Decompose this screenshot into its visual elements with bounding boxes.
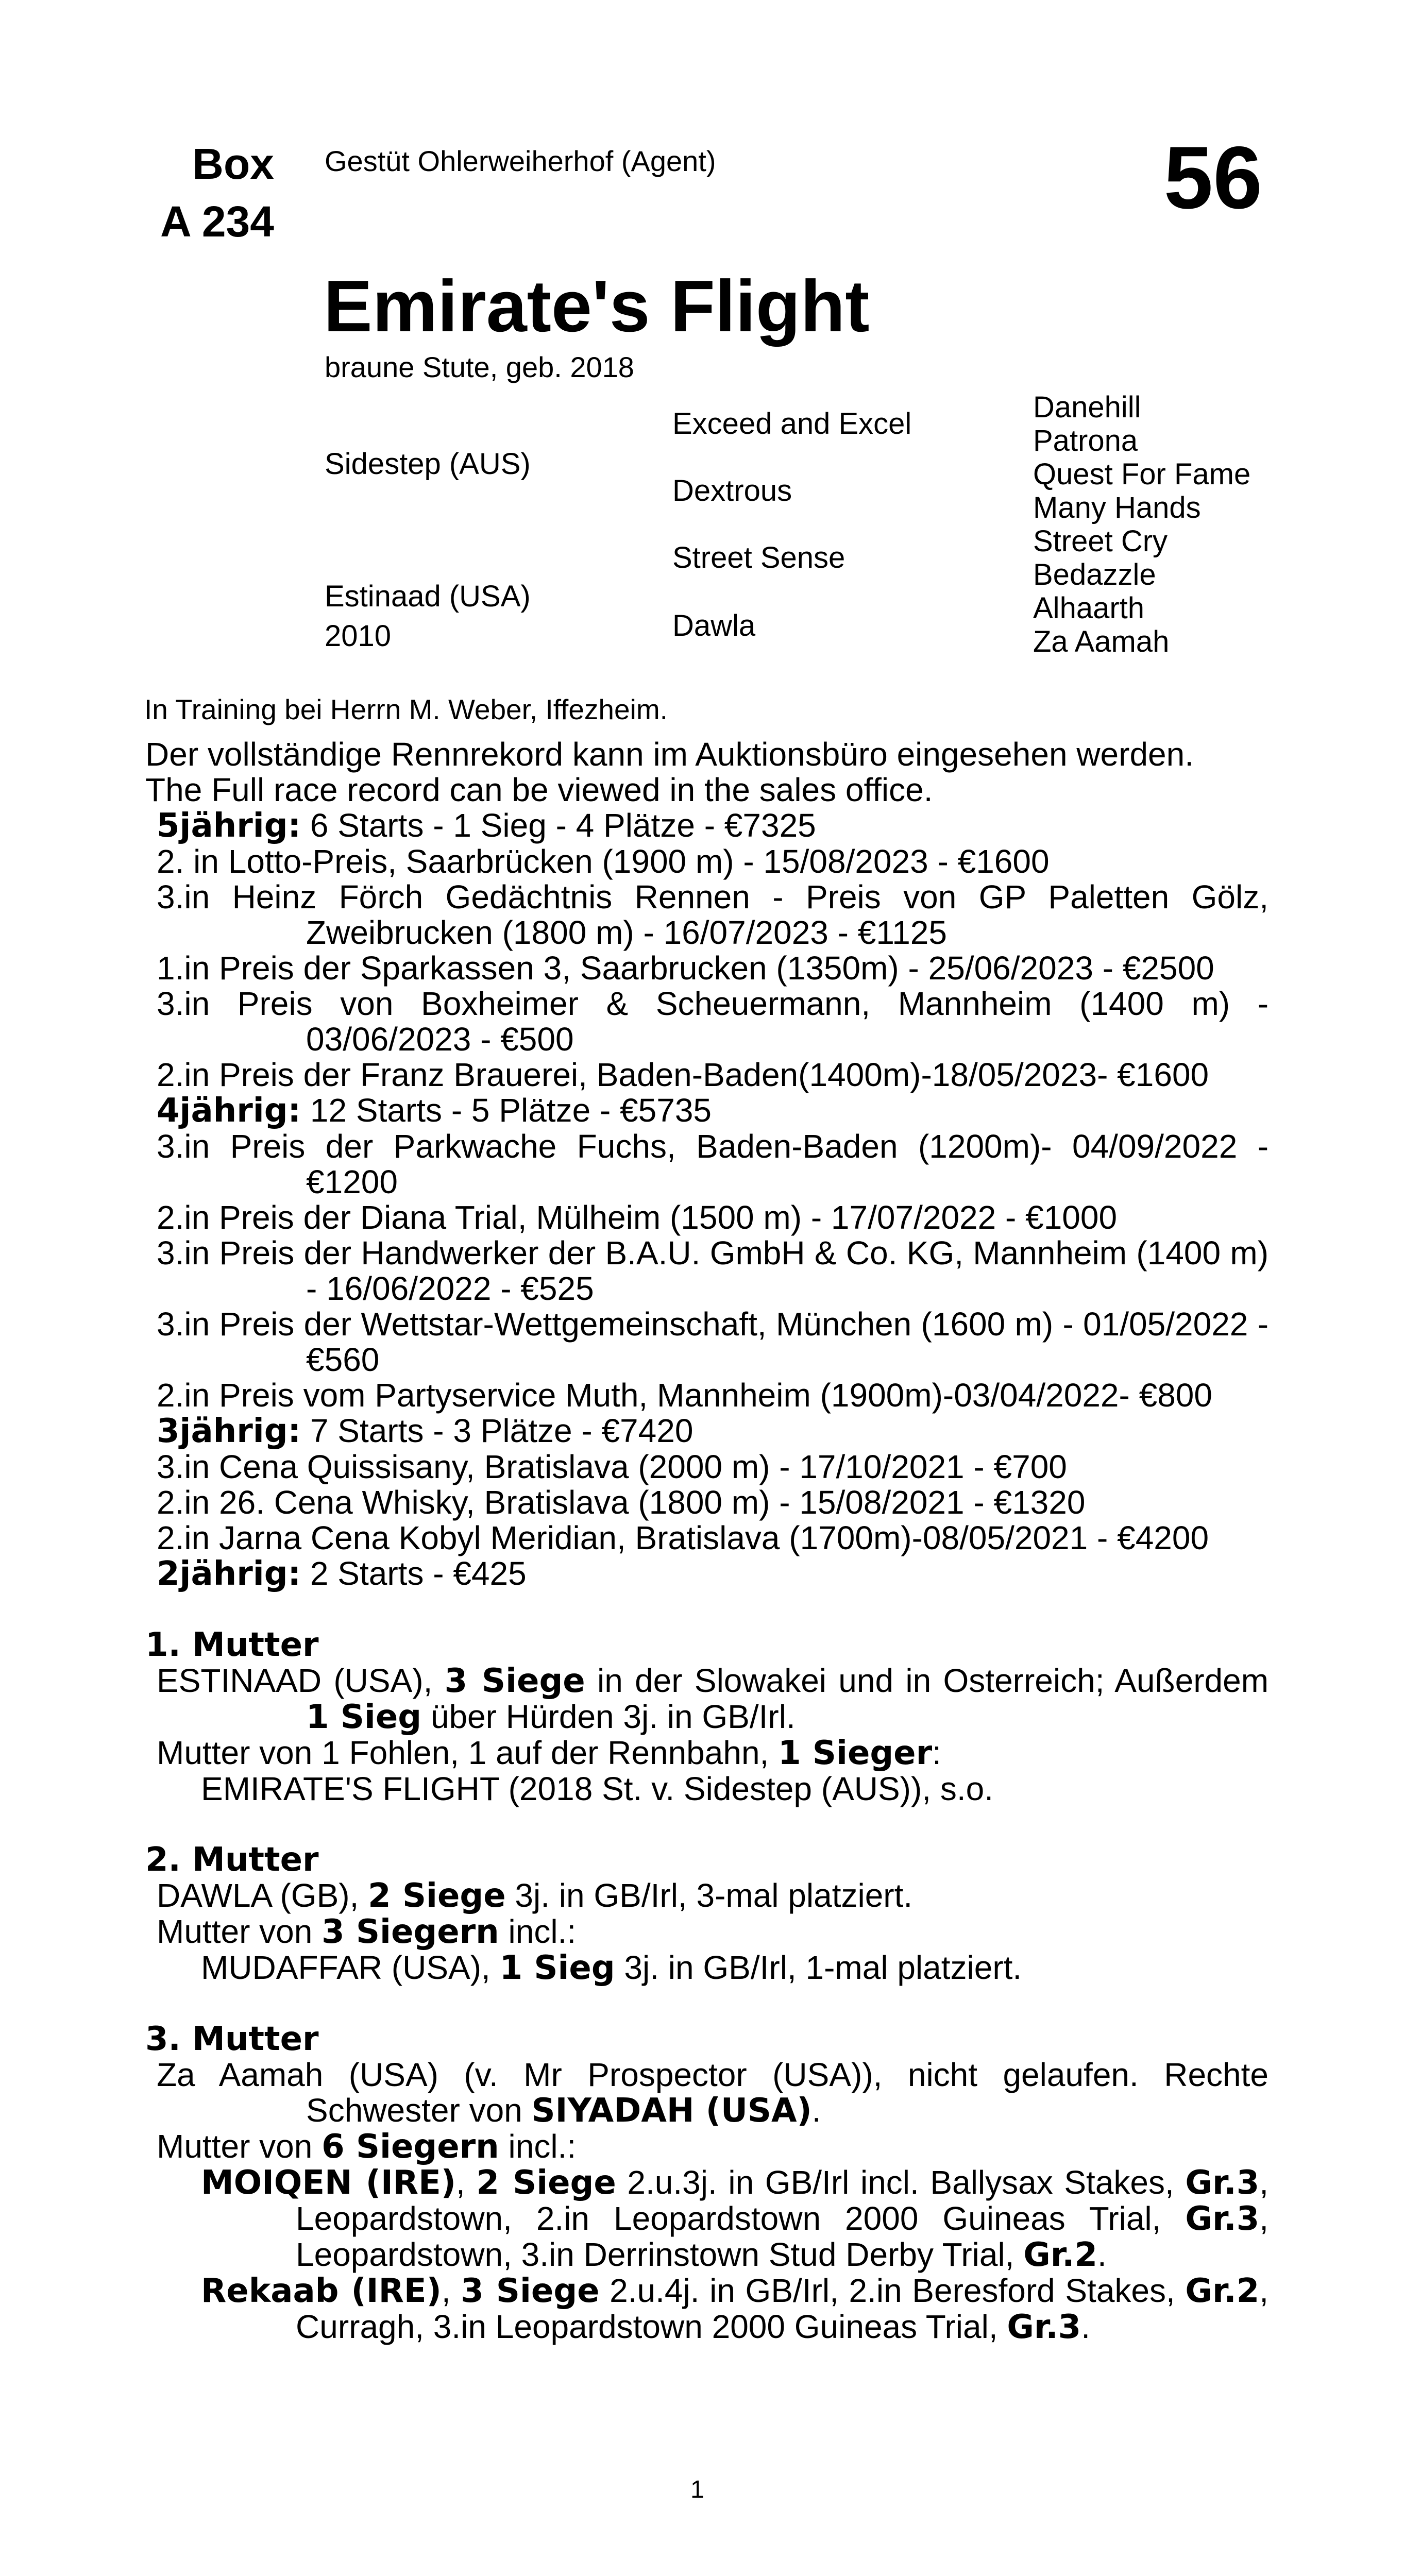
pedigree-gen3: Danehill bbox=[1033, 391, 1141, 424]
text: , Leopardstown, 3.in Derrinstown Stud Derby Trial, bbox=[296, 2200, 1268, 2273]
first-dam-offspring: EMIRATE'S FLIGHT (2018 St. v. Sidestep (AUS)), s.o. bbox=[201, 1770, 993, 1807]
pedigree-gen2: Street Sense bbox=[672, 541, 845, 574]
pedigree-gen3: Alhaarth bbox=[1033, 591, 1145, 625]
horse-description: braune Stute, geb. 2018 bbox=[325, 351, 634, 383]
grade: Gr.3 bbox=[1185, 2164, 1260, 2202]
training-info: In Training bei Herrn M. Weber, Iffezheim. bbox=[144, 693, 668, 725]
pedigree-gen3: Patrona bbox=[1033, 424, 1138, 457]
text: MUDAFFAR (USA), bbox=[201, 1949, 500, 1986]
race-result: 3.in Preis von Boxheimer & Scheuermann, Mannheim (1400 m) - 03/06/2023 - €500 bbox=[157, 985, 1268, 1058]
winners: 6 Siegern bbox=[322, 2128, 499, 2166]
text: DAWLA (GB), bbox=[157, 1877, 368, 1914]
grade: Gr.2 bbox=[1023, 2236, 1098, 2274]
third-dam-produce bbox=[145, 2129, 1268, 2165]
text: Za Aamah (USA) (v. Mr Prospector (USA)), nicht gelaufen. Rechte Schwester von bbox=[157, 2056, 1268, 2129]
wins: 2 Siege bbox=[368, 1877, 506, 1915]
pedigree-gen2: Dextrous bbox=[672, 474, 792, 507]
pedigree-dam-year: 2010 bbox=[325, 619, 392, 653]
season-stats: 6 Starts - 1 Sieg - 4 Plätze - €7325 bbox=[301, 807, 816, 844]
wins: 3 Siege bbox=[444, 1662, 585, 1700]
season-stats: 2 Starts - €425 bbox=[301, 1555, 527, 1592]
text: , Curragh, 3.in Leopardstown 2000 Guineas Trial, bbox=[296, 2272, 1268, 2345]
race-result: 3.in Cena Quissisany, Bratislava (2000 m) - 17/10/2021 - €700 bbox=[157, 1448, 1067, 1485]
text: : bbox=[932, 1734, 941, 1771]
text: 3j. in GB/Irl, 3-mal platziert. bbox=[505, 1877, 913, 1914]
text: 2.u.4j. in GB/Irl, 2.in Beresford Stakes, bbox=[599, 2272, 1186, 2309]
second-dam-produce bbox=[145, 1914, 1268, 1950]
race-result: 1.in Preis der Sparkassen 3, Saarbrucken (1350m) - 25/06/2023 - €2500 bbox=[157, 950, 1214, 987]
text: ESTINAAD (USA), bbox=[157, 1662, 445, 1699]
horse-name: Emirate's Flight bbox=[324, 265, 870, 347]
text: Mutter von bbox=[157, 2128, 322, 2165]
pedigree-gen2: Dawla bbox=[672, 609, 756, 642]
race-result: 2. in Lotto-Preis, Saarbrücken (1900 m) - 15/08/2023 - €1600 bbox=[157, 843, 1050, 880]
text: . bbox=[1097, 2236, 1107, 2273]
sibling-name: SIYADAH (USA) bbox=[531, 2092, 812, 2130]
third-dam-heading: 3. Mutter bbox=[145, 2020, 319, 2058]
grade: Gr.3 bbox=[1007, 2308, 1081, 2346]
race-result: 2.in Preis der Diana Trial, Mülheim (1500 m) - 17/07/2022 - €1000 bbox=[157, 1199, 1118, 1236]
race-result: 2.in Jarna Cena Kobyl Meridian, Bratislava (1700m)-08/05/2021 - €4200 bbox=[157, 1519, 1209, 1556]
pedigree-gen2: Exceed and Excel bbox=[672, 407, 912, 440]
wins: 3 Siege bbox=[461, 2272, 600, 2310]
text: Mutter von bbox=[157, 1913, 322, 1950]
text: , bbox=[456, 2164, 477, 2201]
race-result: 3.in Preis der Parkwache Fuchs, Baden-Baden (1200m)- 04/09/2022 - €1200 bbox=[157, 1128, 1268, 1200]
season-summary bbox=[145, 1093, 1268, 1129]
winners: 1 Sieger bbox=[778, 1734, 933, 1772]
first-dam-heading: 1. Mutter bbox=[145, 1626, 319, 1664]
grade: Gr.2 bbox=[1185, 2272, 1260, 2310]
box-label-line2: A 234 bbox=[160, 197, 274, 246]
first-dam-produce bbox=[145, 1735, 1268, 1771]
consignor: Gestüt Ohlerweiherhof (Agent) bbox=[325, 145, 716, 177]
race-result: 3.in Preis der Handwerker der B.A.U. GmbH & Co. KG, Mannheim (1400 m) - 16/06/2022 - €525 bbox=[157, 1234, 1268, 1307]
pedigree-gen3: Bedazzle bbox=[1033, 558, 1156, 591]
text: incl.: bbox=[499, 1913, 577, 1950]
text: . bbox=[811, 2092, 821, 2129]
text: 2.u.3j. in GB/Irl incl. Ballysax Stakes, bbox=[616, 2164, 1186, 2201]
lot-number: 56 bbox=[1163, 128, 1262, 227]
wins: 1 Sieg bbox=[306, 1698, 422, 1736]
record-note-en: The Full race record can be viewed in the sales office. bbox=[145, 771, 933, 808]
record-note-de: Der vollständige Rennrekord kann im Auktionsbüro eingesehen werden. bbox=[145, 736, 1194, 773]
third-dam-record bbox=[145, 2057, 1268, 2129]
season-summary bbox=[145, 1556, 1268, 1592]
first-dam-record bbox=[145, 1663, 1268, 1735]
second-dam-heading: 2. Mutter bbox=[145, 1841, 319, 1879]
box-location bbox=[144, 135, 274, 250]
race-result: 2.in Preis der Franz Brauerei, Baden-Baden(1400m)-18/05/2023- €1600 bbox=[157, 1056, 1209, 1093]
race-result: 3.in Heinz Förch Gedächtnis Rennen - Preis von GP Paletten Gölz, Zweibrucken (1800 m) - 16/07/2023 - €1125 bbox=[157, 878, 1268, 951]
text: , bbox=[441, 2272, 461, 2309]
text: in der Slowakei und in Osterreich; Außerdem bbox=[585, 1662, 1269, 1699]
pedigree-sire: Sidestep (AUS) bbox=[325, 447, 531, 481]
pedigree-gen3: Street Cry bbox=[1033, 524, 1168, 558]
second-dam-record bbox=[145, 1878, 1268, 1914]
text: incl.: bbox=[499, 2128, 577, 2165]
grade: Gr.3 bbox=[1185, 2200, 1260, 2238]
pedigree-gen3: Quest For Fame bbox=[1033, 457, 1251, 491]
pedigree-gen3: Many Hands bbox=[1033, 491, 1201, 524]
text: , Leopardstown, 2.in Leopardstown 2000 Guineas Trial, bbox=[296, 2164, 1268, 2237]
season-stats: 7 Starts - 3 Plätze - €7420 bbox=[301, 1412, 693, 1449]
text: über Hürden 3j. in GB/Irl. bbox=[421, 1698, 796, 1735]
season-summary bbox=[145, 808, 1268, 844]
box-label-line1: Box bbox=[192, 140, 274, 188]
season-label: 5jährig: bbox=[157, 807, 301, 845]
pedigree-gen3: Za Aamah bbox=[1033, 625, 1170, 658]
season-label: 3jährig: bbox=[157, 1412, 301, 1450]
page-number: 1 bbox=[690, 2476, 704, 2503]
pedigree-dam: Estinaad (USA) bbox=[325, 580, 531, 613]
third-dam-offspring bbox=[145, 2273, 1268, 2345]
season-label: 2jährig: bbox=[157, 1555, 301, 1593]
race-record bbox=[145, 737, 1268, 2345]
third-dam-offspring bbox=[145, 2165, 1268, 2273]
race-result: 3.in Preis der Wettstar-Wettgemeinschaft, München (1600 m) - 01/05/2022 - €560 bbox=[157, 1306, 1268, 1378]
winners: 3 Siegern bbox=[322, 1913, 499, 1951]
race-result: 2.in 26. Cena Whisky, Bratislava (1800 m) - 15/08/2021 - €1320 bbox=[157, 1484, 1086, 1521]
season-stats: 12 Starts - 5 Plätze - €5735 bbox=[301, 1092, 712, 1129]
text: Mutter von 1 Fohlen, 1 auf der Rennbahn, bbox=[157, 1734, 779, 1771]
offspring-name: Rekaab (IRE) bbox=[201, 2272, 442, 2310]
text: 3j. in GB/Irl, 1-mal platziert. bbox=[615, 1949, 1022, 1986]
wins: 2 Siege bbox=[476, 2164, 616, 2202]
offspring-name: MOIQEN (IRE) bbox=[201, 2164, 456, 2202]
second-dam-offspring bbox=[145, 1950, 1268, 1986]
race-result: 2.in Preis vom Partyservice Muth, Mannheim (1900m)-03/04/2022- €800 bbox=[157, 1377, 1212, 1414]
wins: 1 Sieg bbox=[499, 1949, 615, 1987]
text: . bbox=[1081, 2308, 1090, 2345]
season-label: 4jährig: bbox=[157, 1092, 301, 1130]
season-summary bbox=[145, 1413, 1268, 1449]
